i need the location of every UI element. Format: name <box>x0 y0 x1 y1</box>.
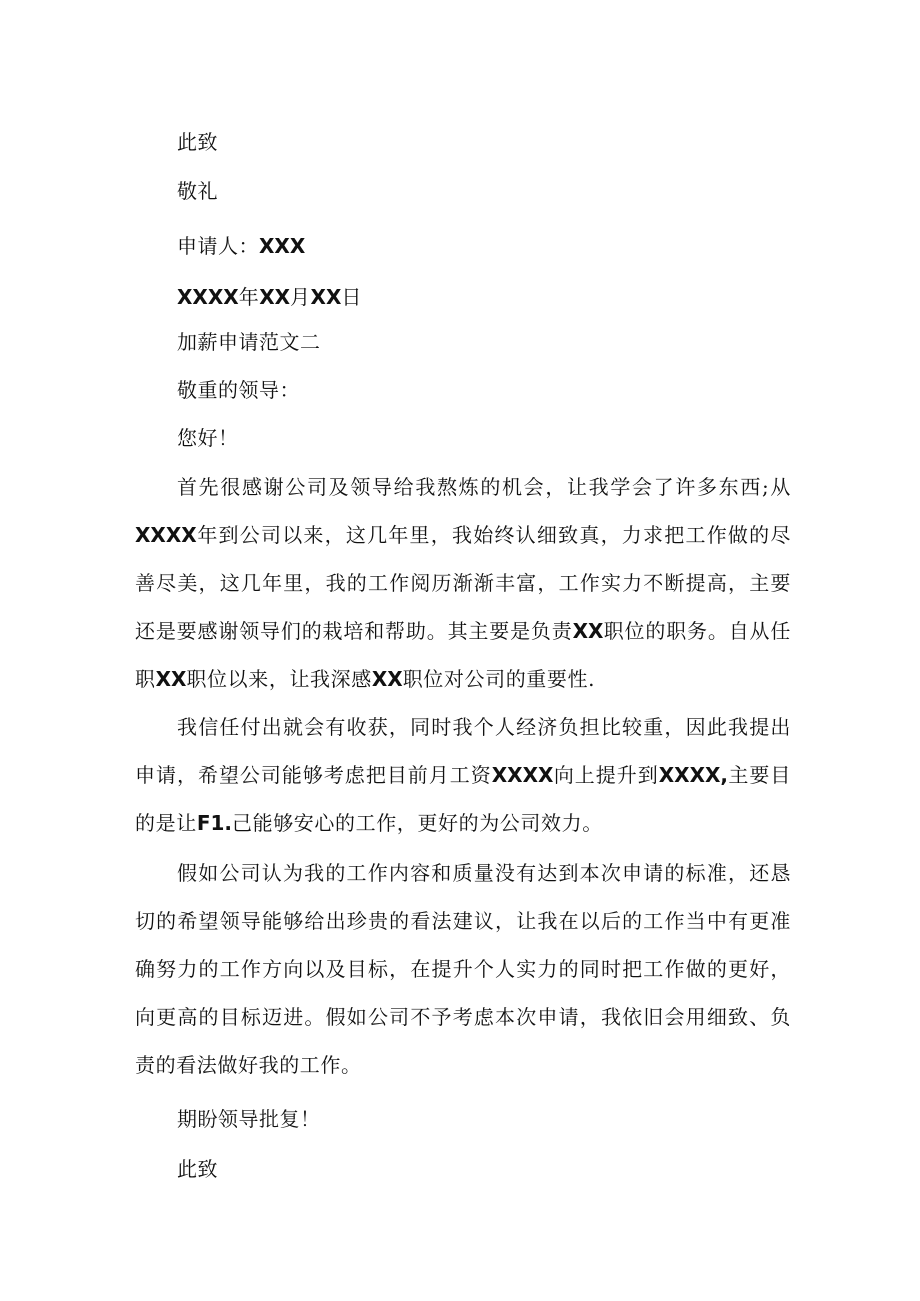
date-month: XX <box>259 285 291 309</box>
paragraph-2-artifact: F1. <box>196 811 232 835</box>
hello: 您好！ <box>177 426 239 450</box>
paragraph-1-text-1: 首先很感谢公司及领导给我熬炼的机会，让我学会了许多东西;从 <box>177 475 791 499</box>
section-title: 加薪申请范文二 <box>177 330 321 354</box>
paragraph-2-text-4: 己能够安心的工作，更好的为公司效力。 <box>232 811 603 835</box>
greeting: 敬重的领导： <box>177 378 300 402</box>
paragraph-1-position-2: XX <box>155 667 187 691</box>
paragraph-1 <box>135 463 791 703</box>
applicant-line <box>177 234 305 258</box>
paragraph-1-text-2: 年到公司以来，这几年里，我始终认细致真，力求把工作做的尽善尽美，这几年里，我的工作阅历渐渐丰富，工作实力不断提高，主要还是要感谢领导们的栽培和帮助。其主要是负责 <box>135 523 791 643</box>
paragraph-3: 假如公司认为我的工作内容和质量没有达到本次申请的标准，还恳切的希望领导能够给出珍贵的看法建议，让我在以后的工作当中有更准确努力的工作方向以及目标，在提升个人实力的同时把工作做的更好，向更高的目标迈进。假如公司不予考虑本次申请，我依旧会用细致、负责的看法做好我的工作。 <box>135 861 791 1077</box>
date-line <box>177 285 362 309</box>
paragraph-1-year: XXXX <box>135 523 197 547</box>
paragraph-2-target-salary: XXXX, <box>658 763 729 787</box>
closing-bottom: 此致 <box>177 1157 218 1181</box>
expectation: 期盼领导批复！ <box>177 1107 321 1131</box>
paragraph-1-position-1: XX <box>572 619 604 643</box>
date-month-unit: 月 <box>290 285 311 309</box>
paragraph-2 <box>135 703 791 847</box>
paragraph-2-text-1: 我信任付出就会有收获，同时我个人经济负担比较重，因此我提出申请，希望公司能够考虑把目前月工资 <box>135 715 791 787</box>
paragraph-1-text-3: 职位的职务。自从任职 <box>135 619 791 691</box>
date-year: XXXX <box>177 285 239 309</box>
paragraph-1-text-5: 职位对公司的重要性. <box>402 667 596 691</box>
paragraph-1-position-3: XX <box>371 667 403 691</box>
salutation-top: 敬礼 <box>177 179 218 203</box>
date-year-unit: 年 <box>238 285 260 309</box>
paragraph-2-text-3: 主要目的是让 <box>135 763 791 835</box>
date-day: XX <box>310 285 342 309</box>
applicant-name: XXX <box>259 234 306 258</box>
closing-top: 此致 <box>177 130 218 154</box>
paragraph-1-text-4: 职位以来，让我深感 <box>186 667 372 691</box>
date-day-unit: 日 <box>341 285 362 309</box>
paragraph-2-text-2: 向上提升到 <box>553 763 659 787</box>
paragraph-2-current-salary: XXXX <box>491 763 554 787</box>
applicant-label: 申请人： <box>177 234 259 258</box>
